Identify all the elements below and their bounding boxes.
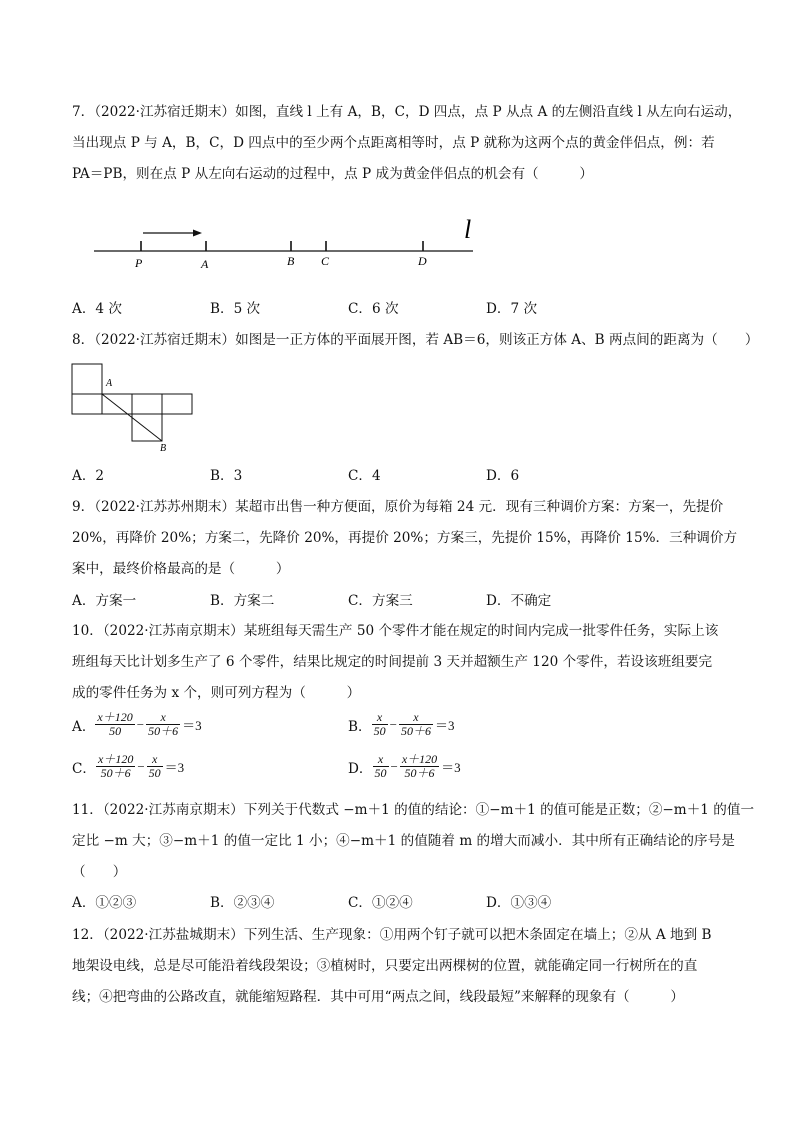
q11-choice-d: D．①③④ [486,895,552,911]
q7-choice-a: A．4 次 [72,301,122,317]
fraction [96,753,135,780]
q8-cube-net-figure [66,358,196,458]
q8-line-1: 8．（2022·江苏宿迁期末）如图是一正方体的平面展开图，若 AB＝6，则该正方体 A、B 两点间的距离为（ ） [72,332,759,348]
q10-choice-d [348,753,463,780]
q12-line-2: 地架设电线，总是尽可能沿着线段架设；③植树时，只要定出两棵树的位置，就能确定同一行树所在的直 [72,958,698,974]
fraction [399,711,433,738]
label-C: C [321,254,330,268]
denominator: 50 [374,766,387,780]
rhs: ＝3 [164,760,185,775]
numerator: x＋120 [97,710,133,724]
q11-choice-c: C．①②④ [348,895,413,911]
q10-line-1: 10．（2022·江苏南京期末）某班组每天需生产 50 个零件才能在规定的时间内完成一批零件任务，实际上该 [72,623,719,639]
numerator: x [373,753,389,767]
denominator: 50＋6 [100,766,131,780]
fraction [372,711,388,738]
q9-line-3: 案中，最终价格最高的是（ ） [72,561,290,577]
q10-choice-b [348,711,456,738]
label-A: A [106,378,113,389]
q11-line-3: （ ） [72,864,127,880]
q8-choice-a: A．2 [72,468,105,484]
denominator: 50＋6 [400,724,431,738]
minus-sign: − [136,716,145,732]
denominator: 50 [109,724,122,738]
fraction [373,753,389,780]
choice-label: D． [348,760,373,777]
denominator: 50 [148,766,161,780]
numerator: x [147,753,163,767]
q10-choice-a [72,711,204,738]
label-A: A [201,257,209,271]
numerator: x [372,711,388,725]
q9-line-1: 9．（2022·江苏苏州期末）某超市出售一种方便面，原价为每箱 24 元．现有三种调价方案：方案一，先提价 [72,499,724,515]
q7-line-2: 当出现点 P 与 A，B，C，D 四点中的至少两个点距离相等时，点 P 就称为这两个点的黄金伴侣点，例：若 [72,135,715,151]
q10-choice-c [72,753,186,780]
q8-choice-c: C．4 [348,468,381,484]
q7-choice-b: B．5 次 [210,301,261,317]
q11-choice-b: B．②③④ [210,895,275,911]
denominator: 50 [373,724,386,738]
q7-choice-c: C．6 次 [348,301,399,317]
q9-choice-c: C．方案三 [348,593,413,609]
choice-label: B． [348,718,372,735]
fraction [146,711,180,738]
fraction [95,711,134,738]
q10-line-3: 成的零件任务为 x 个，则可列方程为（ ） [72,685,361,701]
minus-sign: − [389,716,397,732]
q11-line-1: 11．（2022·江苏南京期末）下列关于代数式 −m＋1 的值的结论：①−m＋1 的值可能是正数；②−m＋1 的值一 [72,802,755,818]
rhs: ＝3 [182,718,202,733]
choice-label: A． [72,718,96,735]
q9-choice-a: A．方案一 [72,593,137,609]
q11-choice-a: A．①②③ [72,895,137,911]
choice-label: C． [72,760,96,777]
q9-choice-b: B．方案二 [210,593,275,609]
label-D: D [418,254,427,268]
arrow-head-icon [193,230,202,237]
numerator: x＋120 [98,752,134,766]
q7-line-3: PA＝PB，则在点 P 从左向右运动的过程中，点 P 成为黄金伴侣点的机会有（ ） [72,166,594,182]
denominator: 50＋6 [148,724,179,738]
minus-sign: − [137,758,145,774]
q12-line-1: 12．（2022·江苏盐城期末）下列生活、生产现象：①用两个钉子就可以把木条固定在墙上；②从 A 地到 B [72,927,712,943]
numerator: x [399,711,433,725]
rhs: ＝3 [434,718,455,733]
denominator: 50＋6 [404,766,435,780]
q7-number-line-figure [86,210,486,276]
numerator: x [146,711,180,725]
numerator: x＋120 [401,752,438,766]
q10-line-2: 班组每天比计划多生产了 6 个零件，结果比规定的时间提前 3 天并超额生产 120 个零件，若设该班组要完 [72,654,713,670]
label-B: B [287,254,295,268]
q12-line-3: 线；④把弯曲的公路改直，就能缩短路程．其中可用“两点之间，线段最短”来解释的现象有（ ） [72,989,685,1005]
q8-choice-d: D．6 [486,468,520,484]
q9-choice-d: D．不确定 [486,593,552,609]
fraction [400,753,439,780]
q7-line-1: 7．（2022·江苏宿迁期末）如图，直线 l 上有 A，B，C，D 四点，点 P 从点 A 的左侧沿直线 l 从左向右运动， [72,104,742,120]
q9-line-2: 20%，再降价 20%；方案二，先降价 20%，再提价 20%；方案三，先提价 15%，再降价 15%．三种调价方 [72,530,738,546]
q7-choice-d: D．7 次 [486,301,538,317]
label-B: B [160,443,167,454]
q11-line-2: 定比 −m 大；③−m＋1 的值一定比 1 小；④−m＋1 的值随着 m 的增大而减小．其中所有正确结论的序号是 [72,833,735,849]
label-l: l [464,215,472,244]
minus-sign: − [390,758,398,774]
rhs: ＝3 [441,760,461,775]
q8-choice-b: B．3 [210,468,243,484]
fraction [147,753,163,780]
label-P: P [135,256,143,270]
